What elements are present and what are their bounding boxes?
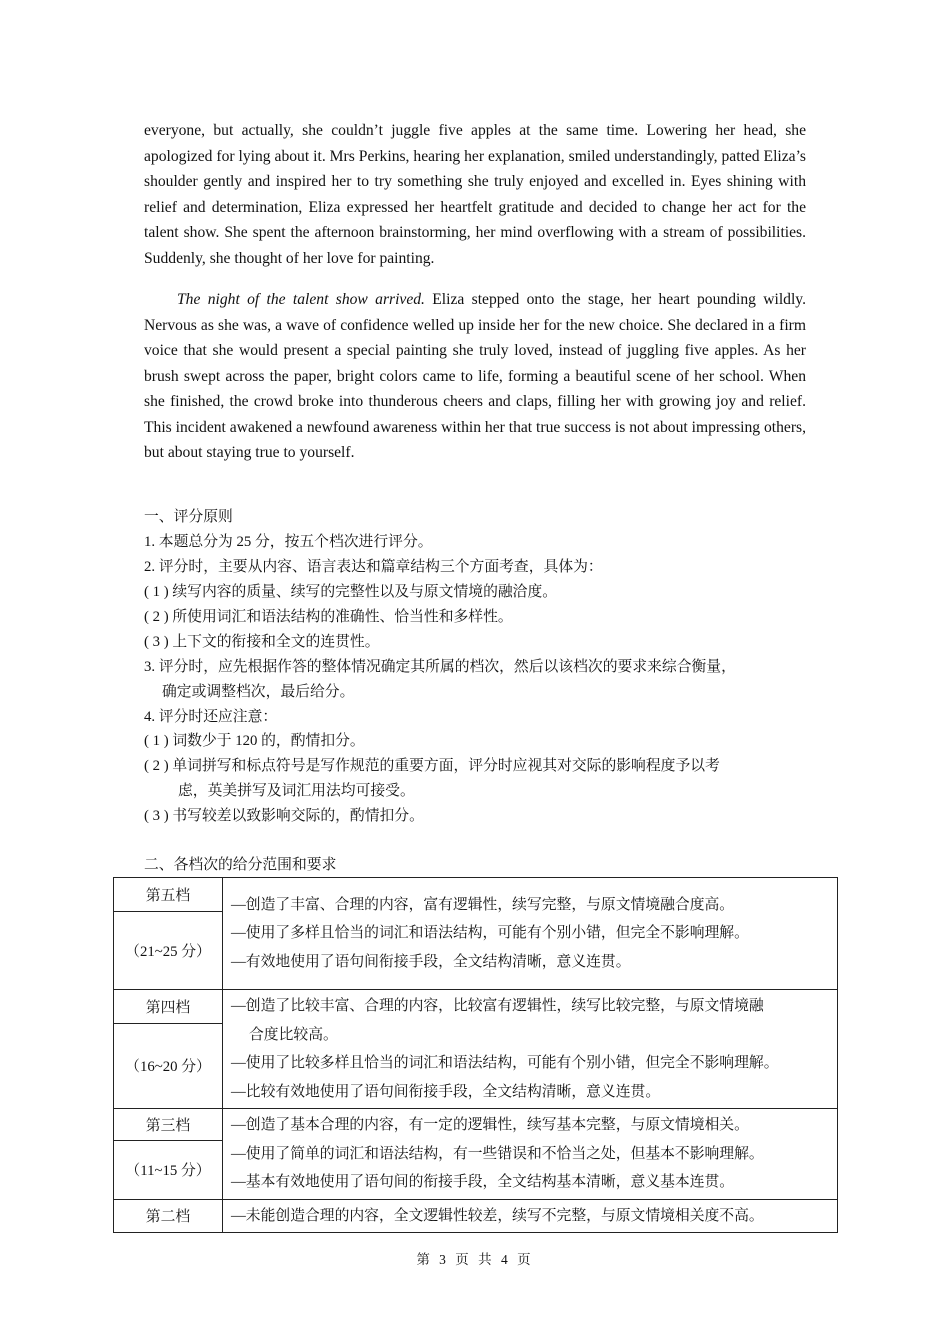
grade-criterion: —基本有效地使用了语句间的衔接手段，全文结构基本清晰，意义基本连贯。 xyxy=(231,1174,735,1190)
principle-item: ( 2 ) 单词拼写和标点符号是写作规范的重要方面，评分时应视其对交际的影响程度予以考 xyxy=(144,758,720,774)
principle-item: 3. 评分时，应先根据作答的整体情况确定其所属的档次，然后以该档次的要求来综合衡量， xyxy=(144,659,736,675)
grade-criterion: —创造了丰富、合理的内容，富有逻辑性，续写完整，与原文情境融合度高。 xyxy=(231,896,735,913)
grade-description xyxy=(223,1109,838,1200)
grade-criterion: —使用了比较多样且恰当的词汇和语法结构，可能有个别小错，但完全不影响理解。 xyxy=(231,1055,779,1071)
grade-level-name: 第四档 xyxy=(114,990,223,1024)
principle-item: ( 1 ) 词数少于 120 的，酌情扣分。 xyxy=(144,733,365,749)
grade-criterion: —创造了比较丰富、合理的内容，比较富有逻辑性，续写比较完整，与原文情境融 xyxy=(231,998,764,1014)
grade-criterion-continued: 合度比较高。 xyxy=(249,1026,338,1043)
grade-description xyxy=(223,990,838,1109)
principle-item: ( 2 ) 所使用词汇和语法结构的准确性、恰当性和多样性。 xyxy=(144,609,513,625)
grade-criterion: —使用了简单的词汇和语法结构，有一些错误和不恰当之处，但基本不影响理解。 xyxy=(231,1145,764,1162)
principle-item: 4. 评分时还应注意： xyxy=(144,709,278,725)
grade-criterion: —创造了基本合理的内容，有一定的逻辑性，续写基本完整，与原文情境相关。 xyxy=(231,1117,749,1133)
grade-criterion: —有效地使用了语句间衔接手段，全文结构清晰，意义连贯。 xyxy=(231,953,631,970)
grade-description xyxy=(223,1199,838,1233)
grade-score-range: （11~15 分） xyxy=(114,1141,223,1199)
grade-score-range: （21~25 分） xyxy=(114,912,223,990)
principle-item: ( 3 ) 上下文的衔接和全文的连贯性。 xyxy=(144,634,380,650)
principle-item-continued: 确定或调整档次，最后给分。 xyxy=(162,684,355,700)
grade-level-name: 第三档 xyxy=(114,1109,223,1141)
story-paragraph-2 xyxy=(144,287,806,466)
grade-criterion: —使用了多样且恰当的词汇和语法结构，可能有个别小错，但完全不影响理解。 xyxy=(231,925,749,942)
grade-criterion: —比较有效地使用了语句间衔接手段，全文结构清晰，意义连贯。 xyxy=(231,1083,661,1100)
grade-description xyxy=(223,878,838,990)
grade-table xyxy=(113,877,838,1233)
grade-level-name: 第五档 xyxy=(114,878,223,912)
principle-item-continued: 虑，英美拼写及词汇用法均可接受。 xyxy=(178,783,415,799)
principle-item: ( 1 ) 续写内容的质量、续写的完整性以及与原文情境的融洽度。 xyxy=(144,584,558,600)
paragraph-lead-sentence: The night of the talent show arrived. xyxy=(177,291,425,308)
grade-criterion: —未能创造合理的内容，全文逻辑性较差，续写不完整，与原文情境相关度不高。 xyxy=(231,1207,764,1224)
grade-score-range: （16~20 分） xyxy=(114,1023,223,1108)
principle-item: 1. 本题总分为 25 分，按五个档次进行评分。 xyxy=(144,534,433,550)
principles-heading: 一、评分原则 xyxy=(144,509,233,525)
principle-item: ( 3 ) 书写较差以致影响交际的，酌情扣分。 xyxy=(144,808,424,824)
paragraph-body: Eliza stepped onto the stage, her heart pounding wildly. Nervous as she was, a wave of confidence welled up inside her for the new choice. She declared in a firm voice that she would present a special painting she truly loved, instead of juggling five apples. As her brush swept across the paper, bright colors came to life, forming a beautiful scene of her school. When she finished, the crowd broke into thunderous cheers and claps, filling her with growing joy and relief. This incident awakened a newfound awareness within her that true success is not about impressing others, but about staying true to yourself. xyxy=(144,291,806,461)
page-footer: 第 3 页 共 4 页 xyxy=(416,1252,534,1267)
principle-item: 2. 评分时，主要从内容、语言表达和篇章结构三个方面考查，具体为： xyxy=(144,559,603,575)
grades-heading: 二、各档次的给分范围和要求 xyxy=(144,857,337,873)
story-paragraph-1: everyone, but actually, she couldn’t juggle five apples at the same time. Lowering her head, she apologized for lying about it. Mrs Perkins, hearing her explanation, smiled understandingly, patted Eliza’s shoulder gently and inspired her to try something she truly enjoyed and excelled in. Eyes shining with relief and determination, Eliza expressed her heartfelt gratitude and decided to change her act for the talent show. She spent the afternoon brainstorming, her mind overflowing with a stream of possibilities. Suddenly, she thought of her love for painting. xyxy=(144,122,806,267)
grade-level-name: 第二档 xyxy=(114,1199,223,1233)
